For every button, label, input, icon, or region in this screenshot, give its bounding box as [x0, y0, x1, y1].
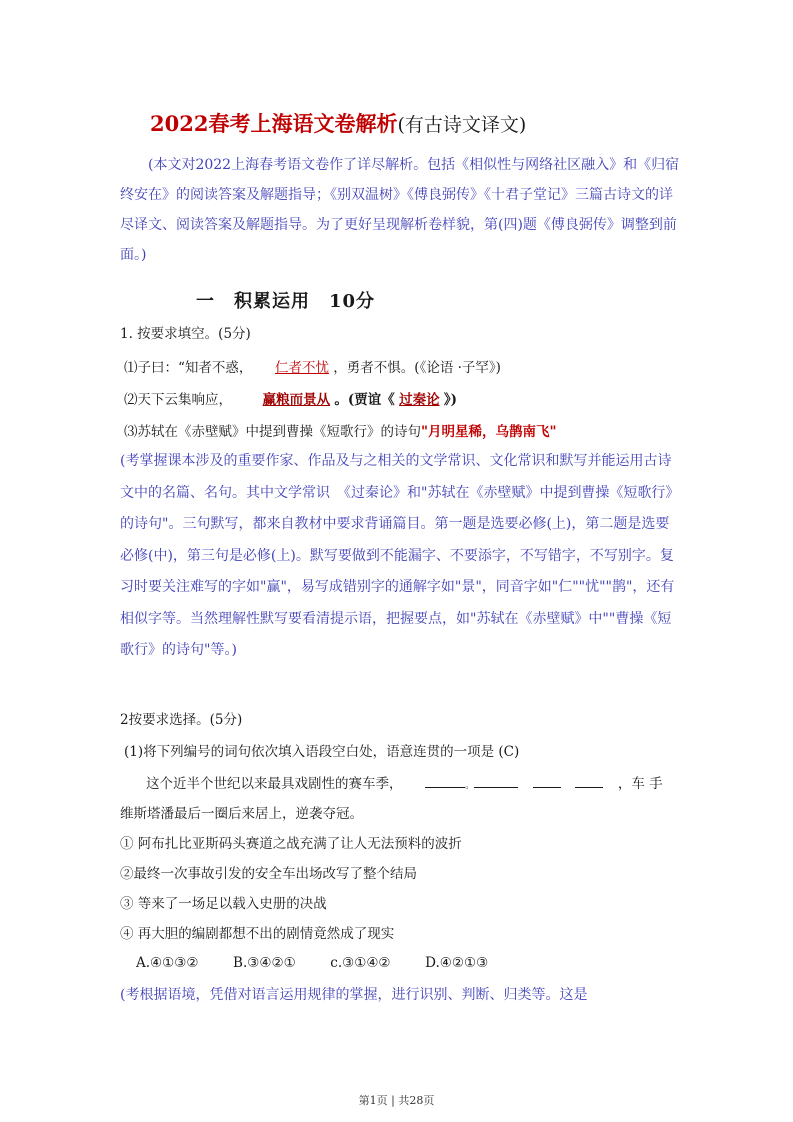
q1-s2-pre: ⑵天下云集响应， — [124, 392, 232, 408]
option-d: D.④②①③ — [425, 955, 489, 971]
q1-s2-post: 》) — [443, 392, 458, 408]
option-b: B.③④②① — [233, 955, 296, 971]
blank-2 — [474, 775, 518, 788]
blank-4 — [575, 775, 603, 788]
q2-item-4: ④ 再大胆的编剧都想不出的剧情竟然成了现实 — [120, 926, 395, 942]
q1-sentence-3 — [124, 420, 557, 440]
q2-prompt: 2按要求选择。(5分) — [120, 712, 243, 728]
intro-note: (本文对2022上海春考语文卷作了详尽解析。包括《相似性与网络社区融入》和《归宿终安在》的阅读答案及解题指导；《别双温树》《傅良弼传》《十君子堂记》三篇古诗文的详尽译文、阅读答案及解题指导。为了更好呈现解析卷样貌，第(四)题《傅良弼传》调整到前面。) — [120, 157, 680, 263]
q2-item-2: ②最终一次事故引发的安全车出场改写了整个结局 — [120, 866, 417, 882]
title-main: 2022春考上海语文卷解析 — [150, 111, 398, 136]
q2-sub1: (1)将下列编号的词句依次填入语段空白处，语意连贯的一项是 (C) — [124, 744, 520, 760]
q2-options — [136, 955, 488, 971]
page-title — [150, 108, 526, 138]
title-suffix: (有古诗文译文) — [397, 114, 527, 136]
option-c: c.③①④② — [330, 955, 391, 971]
q2-item-1: ① 阿布扎比亚斯码头赛道之战充满了让人无法预料的波折 — [120, 836, 462, 852]
q1-s2-book: 过秦论 — [399, 392, 440, 408]
page-footer: 第1页 | 共28页 — [358, 1094, 435, 1107]
q2-passage-a: 这个近半个世纪以来最具戏剧性的赛车季， — [146, 776, 403, 792]
section-heading: 一 积累运用 10分 — [196, 291, 376, 312]
q1-sentence-1 — [124, 356, 501, 376]
q2-passage-mark: 。 — [465, 781, 475, 791]
q2-passage-b: ，车 手 — [617, 776, 663, 792]
q2-analysis-note: (考根据语境，凭借对语言运用规律的掌握，进行识别、判断、归类等。这是 — [120, 987, 588, 1003]
q1-s3-pre: ⑶苏轼在《赤壁赋》中提到曹操《短歌行》的诗句 — [124, 424, 421, 440]
q1-prompt: 1. 按要求填空。(5分) — [120, 326, 251, 342]
q2-passage-line1 — [146, 772, 663, 792]
q1-s1-answer: 仁者不忧 — [275, 360, 329, 376]
q2-passage-line2: 维斯塔潘最后一圈后来居上，逆袭夺冠。 — [120, 806, 363, 822]
q2-item-3: ③ 等来了一场足以载入史册的决战 — [120, 896, 327, 912]
blank-1 — [425, 775, 465, 788]
option-a: A.④①③② — [136, 955, 199, 971]
q1-s2-answer: 赢粮而景从 — [262, 392, 331, 408]
q1-s2-author: 。(贾谊《 — [334, 392, 395, 408]
blank-3 — [533, 775, 561, 788]
q1-s3-answer: "月明星稀，乌鹊南飞" — [421, 424, 557, 440]
q1-s1-post: ，勇者不惧。(《论语 ·子罕》) — [333, 360, 501, 376]
q1-analysis-note: (考掌握课本涉及的重要作家、作品及与之相关的文学常识、文化常识和默写并能运用古诗文中的名篇、名句。其中文学常识 《过秦论》和"苏轼在《赤壁赋》中提到曹操《短歌行》的诗句"。三句默写，都来自教材中要求背诵篇目。第一题是选要必修(上)，第二题是选要必修(中)，第三句是必修(上)。默写要做到不能漏字、不要添字，不写错字，不写别字。复习时要关注难写的字如"赢"，易写成错别字的通解字如"景"，同音字如"仁""忧""鹊"，还有相似字等。当然理解性默写要看清提示语，把握要点，如"苏轼在《赤壁赋》中""曹操《短歌行》的诗句"等。) — [120, 453, 680, 658]
q1-sentence-2 — [124, 388, 457, 408]
q1-s1-pre: ⑴子曰：“知者不惑， — [124, 360, 253, 376]
